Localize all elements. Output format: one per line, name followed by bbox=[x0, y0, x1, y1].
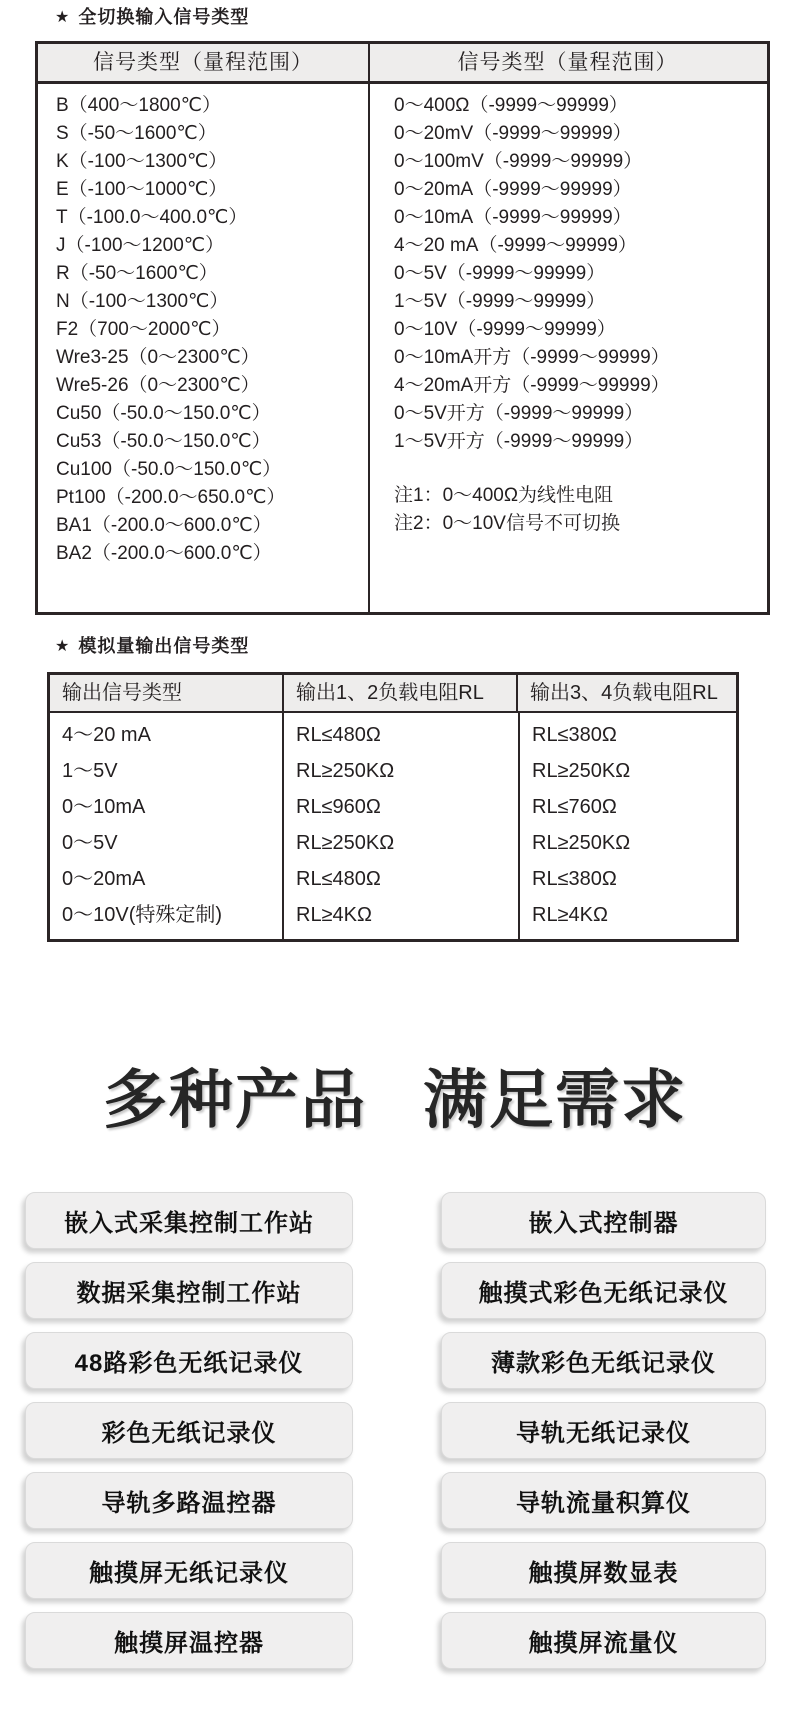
signal-type-row: E（-100～1000℃） bbox=[56, 179, 228, 200]
input-signal-section-heading bbox=[55, 6, 790, 29]
output-34-load-header-cell: 输出3、4负载电阻RL bbox=[530, 682, 718, 704]
analog-output-section-heading bbox=[55, 635, 790, 658]
product-button[interactable]: 导轨流量积算仪 bbox=[441, 1472, 766, 1529]
product-button[interactable]: 触摸屏流量仪 bbox=[441, 1612, 766, 1669]
product-button[interactable]: 数据采集控制工作站 bbox=[25, 1262, 353, 1319]
product-button[interactable]: 嵌入式采集控制工作站 bbox=[25, 1192, 353, 1249]
product-button[interactable]: 嵌入式控制器 bbox=[441, 1192, 766, 1249]
load-resistance-cell: RL≤380Ω bbox=[532, 724, 617, 746]
signal-type-row: 0～20mA（-9999～99999） bbox=[394, 179, 632, 200]
load-resistance-cell: RL≥250KΩ bbox=[296, 760, 395, 782]
product-column-left bbox=[25, 1192, 353, 1669]
signal-type-row: N（-100～1300℃） bbox=[56, 291, 229, 312]
signal-type-header-cell: 信号类型（量程范围） bbox=[457, 51, 678, 74]
signal-type-row: 4～20 mA（-9999～99999） bbox=[394, 235, 637, 256]
output-type-cell: 4～20 mA bbox=[62, 724, 151, 746]
product-button[interactable]: 薄款彩色无纸记录仪 bbox=[441, 1332, 766, 1389]
output-type-header-cell: 输出信号类型 bbox=[50, 675, 284, 711]
star-icon: ★ bbox=[55, 638, 71, 655]
signal-type-header-cell: 信号类型（量程范围） bbox=[38, 44, 370, 81]
signal-type-row: Wre3-25（0～2300℃） bbox=[56, 347, 260, 368]
signal-type-row: Pt100（-200.0～650.0℃） bbox=[56, 487, 286, 508]
banner-title bbox=[0, 1060, 790, 1140]
analog-output-table-header-row bbox=[50, 675, 736, 713]
product-button-grid bbox=[0, 1192, 790, 1669]
signal-type-row: K（-100～1300℃） bbox=[56, 151, 228, 172]
signal-type-row: 0～10V（-9999～99999） bbox=[394, 319, 616, 340]
signal-type-row: Cu100（-50.0～150.0℃） bbox=[56, 459, 282, 480]
output-12-load-column bbox=[284, 713, 520, 939]
output-type-cell: 1～5V bbox=[62, 760, 118, 782]
signal-type-row: 0～10mA（-9999～99999） bbox=[394, 207, 632, 228]
output-12-load-header-cell: 输出1、2负载电阻RL bbox=[282, 675, 518, 711]
input-signal-table-header-row bbox=[38, 44, 767, 84]
thermocouple-signal-list bbox=[38, 84, 370, 612]
signal-type-row: Cu50（-50.0～150.0℃） bbox=[56, 403, 271, 424]
signal-type-row: 4～20mA开方（-9999～99999） bbox=[394, 375, 670, 396]
signal-type-row: 0～400Ω（-9999～99999） bbox=[394, 95, 628, 116]
signal-type-row: BA2（-200.0～600.0℃） bbox=[56, 543, 272, 564]
signal-type-row: 0～5V开方（-9999～99999） bbox=[394, 403, 644, 424]
signal-type-row: S（-50～1600℃） bbox=[56, 123, 217, 144]
signal-type-row: BA1（-200.0～600.0℃） bbox=[56, 515, 272, 536]
load-resistance-cell: RL≥4KΩ bbox=[296, 904, 372, 926]
star-icon: ★ bbox=[55, 9, 71, 26]
input-signal-table-body bbox=[38, 84, 767, 612]
banner-title-left: 多种产品 bbox=[103, 1064, 367, 1136]
analog-output-table bbox=[47, 672, 739, 942]
signal-type-row: 1～5V开方（-9999～99999） bbox=[394, 431, 644, 452]
banner-title-right: 满足需求 bbox=[423, 1064, 687, 1136]
output-34-load-column bbox=[520, 713, 732, 939]
product-button[interactable]: 触摸屏数显表 bbox=[441, 1542, 766, 1599]
load-resistance-cell: RL≥250KΩ bbox=[532, 832, 631, 854]
output-type-cell: 0～20mA bbox=[62, 868, 146, 890]
output-type-cell: 0～10V(特殊定制) bbox=[62, 904, 223, 926]
signal-type-row: 0～20mV（-9999～99999） bbox=[394, 123, 632, 144]
signal-type-row: B（400～1800℃） bbox=[56, 95, 221, 116]
output-type-cell: 0～10mA bbox=[62, 796, 146, 818]
load-resistance-cell: RL≤960Ω bbox=[296, 796, 381, 818]
product-button[interactable]: 触摸屏温控器 bbox=[25, 1612, 353, 1669]
signal-type-row: 0～10mA开方（-9999～99999） bbox=[394, 347, 670, 368]
load-resistance-cell: RL≤760Ω bbox=[532, 796, 617, 818]
product-button[interactable]: 导轨多路温控器 bbox=[25, 1472, 353, 1529]
product-column-right bbox=[441, 1192, 766, 1669]
signal-type-row: 0～100mV（-9999～99999） bbox=[394, 151, 643, 172]
analog-output-heading-text: 模拟量输出信号类型 bbox=[78, 636, 250, 656]
signal-type-row: 1～5V（-9999～99999） bbox=[394, 291, 606, 312]
analog-output-table-body bbox=[50, 713, 736, 939]
load-resistance-cell: RL≤480Ω bbox=[296, 868, 381, 890]
load-resistance-cell: RL≥4KΩ bbox=[532, 904, 608, 926]
load-resistance-cell: RL≤480Ω bbox=[296, 724, 381, 746]
signal-type-row: Cu53（-50.0～150.0℃） bbox=[56, 431, 271, 452]
signal-type-row: F2（700～2000℃） bbox=[56, 319, 231, 340]
output-type-column bbox=[50, 713, 284, 939]
product-button[interactable]: 导轨无纸记录仪 bbox=[441, 1402, 766, 1459]
product-button[interactable]: 彩色无纸记录仪 bbox=[25, 1402, 353, 1459]
input-signal-heading-text: 全切换输入信号类型 bbox=[78, 7, 250, 27]
load-resistance-cell: RL≤380Ω bbox=[532, 868, 617, 890]
product-button[interactable]: 48路彩色无纸记录仪 bbox=[25, 1332, 353, 1389]
output-type-cell: 0～5V bbox=[62, 832, 118, 854]
signal-type-row: 0～5V（-9999～99999） bbox=[394, 263, 606, 284]
load-resistance-cell: RL≥250KΩ bbox=[532, 760, 631, 782]
signal-type-row: J（-100～1200℃） bbox=[56, 235, 225, 256]
input-signal-table bbox=[35, 41, 770, 615]
signal-type-row: Wre5-26（0～2300℃） bbox=[56, 375, 260, 396]
product-button[interactable]: 触摸式彩色无纸记录仪 bbox=[441, 1262, 766, 1319]
load-resistance-cell: RL≥250KΩ bbox=[296, 832, 395, 854]
note-row: 注1：0～400Ω为线性电阻 bbox=[394, 485, 614, 506]
signal-notes bbox=[394, 482, 765, 538]
linear-signal-list bbox=[394, 92, 765, 456]
product-button[interactable]: 触摸屏无纸记录仪 bbox=[25, 1542, 353, 1599]
signal-type-row: R（-50～1600℃） bbox=[56, 263, 218, 284]
signal-type-row: T（-100.0～400.0℃） bbox=[56, 207, 248, 228]
note-row: 注2：0～10V信号不可切换 bbox=[394, 513, 620, 534]
linear-signal-column bbox=[370, 84, 765, 612]
